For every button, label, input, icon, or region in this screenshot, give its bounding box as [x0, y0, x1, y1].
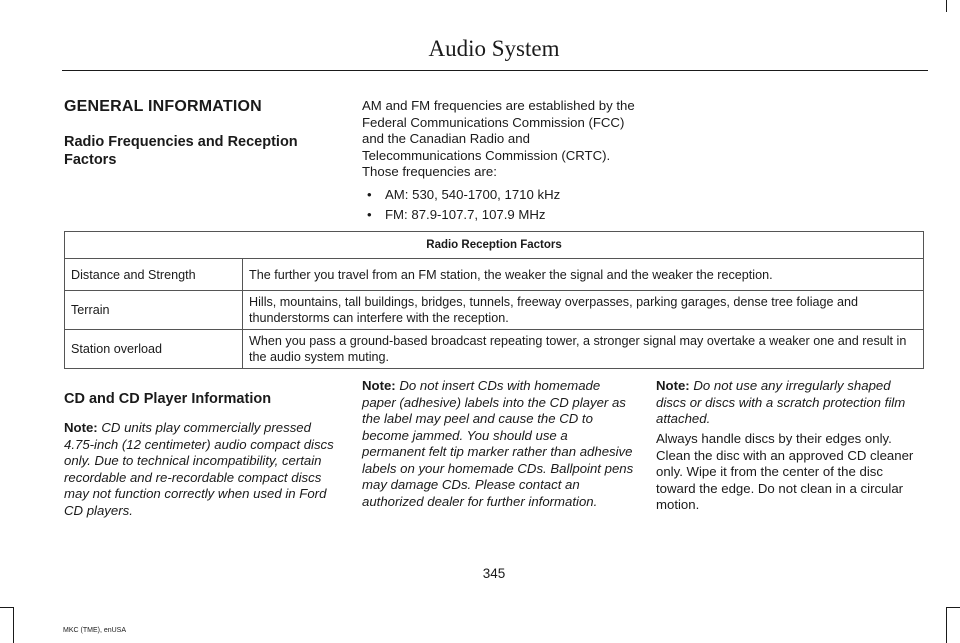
note-paragraph-2	[362, 378, 634, 510]
section-heading: GENERAL INFORMATION	[64, 98, 262, 115]
note-label: Note:	[656, 378, 690, 393]
note-text: Do not insert CDs with homemade paper (adhesive) labels into the CD player as the label may peel and cause the CD to become jammed. You should use a permanent felt tip marker rather than adhesive labels on your homemade CDs. Ballpoint pens may damage CDs. Please contact an authorized dealer for further information.	[362, 378, 634, 509]
subsection-heading: Radio Frequencies and Reception Factors	[64, 134, 298, 168]
cd-heading: CD and CD Player Information	[64, 391, 272, 407]
table-cell-description: When you pass a ground-based broadcast repeating tower, a stronger signal may overtake a weaker one and result in the audio system muting.	[243, 330, 924, 369]
table-title: Radio Reception Factors	[65, 232, 924, 259]
page-number: 345	[482, 566, 506, 581]
table-cell-description: Hills, mountains, tall buildings, bridges, tunnels, freeway overpasses, parking garages, dense tree foliage and thunderstorms can interfere with the reception.	[243, 291, 924, 330]
crop-mark	[13, 607, 14, 643]
table-cell-factor: Distance and Strength	[65, 259, 243, 291]
list-item: • AM: 530, 540-1700, 1710 kHz	[362, 187, 637, 204]
reception-factors-table	[64, 231, 924, 369]
note-text: Do not use any irregularly shaped discs or discs with a scratch protection film attached.	[656, 378, 906, 426]
crop-mark	[946, 607, 960, 608]
table-row	[65, 259, 924, 291]
table-cell-factor: Station overload	[65, 330, 243, 369]
frequency-list	[362, 187, 637, 224]
note-label: Note:	[362, 378, 396, 393]
table-header-row	[65, 232, 924, 259]
crop-mark	[946, 0, 947, 12]
list-item: • FM: 87.9-107.7, 107.9 MHz	[362, 207, 637, 224]
note-paragraph-3	[656, 378, 924, 428]
footer-doc-code: MKC (TME), enUSA	[63, 627, 127, 634]
table-row	[65, 291, 924, 330]
crop-mark	[0, 607, 13, 608]
crop-mark	[946, 607, 947, 643]
table-row	[65, 330, 924, 369]
table-cell-description: The further you travel from an FM station, the weaker the signal and the weaker the reception.	[243, 259, 924, 291]
intro-paragraph: AM and FM frequencies are established by the Federal Communications Commission (FCC) and the Canadian Radio and Telecommunications Commission (CRTC). Those frequencies are:	[362, 98, 635, 179]
table-cell-factor: Terrain	[65, 291, 243, 330]
header-rule	[62, 70, 928, 71]
note-paragraph-1	[64, 420, 336, 519]
page-header-title: Audio System	[428, 36, 560, 61]
note-text: CD units play commercially pressed 4.75-inch (12 centimeter) audio compact discs only. Due to technical incompatibility, certain recordable and re-recordable compact discs may not function correctly when used in Ford CD players.	[64, 420, 334, 518]
disc-handling-paragraph: Always handle discs by their edges only. Clean the disc with an approved CD cleaner only. Wipe it from the center of the disc toward the edge. Do not clean in a circular motion.	[656, 431, 914, 512]
intro-block	[362, 98, 637, 228]
note-label: Note:	[64, 420, 98, 435]
